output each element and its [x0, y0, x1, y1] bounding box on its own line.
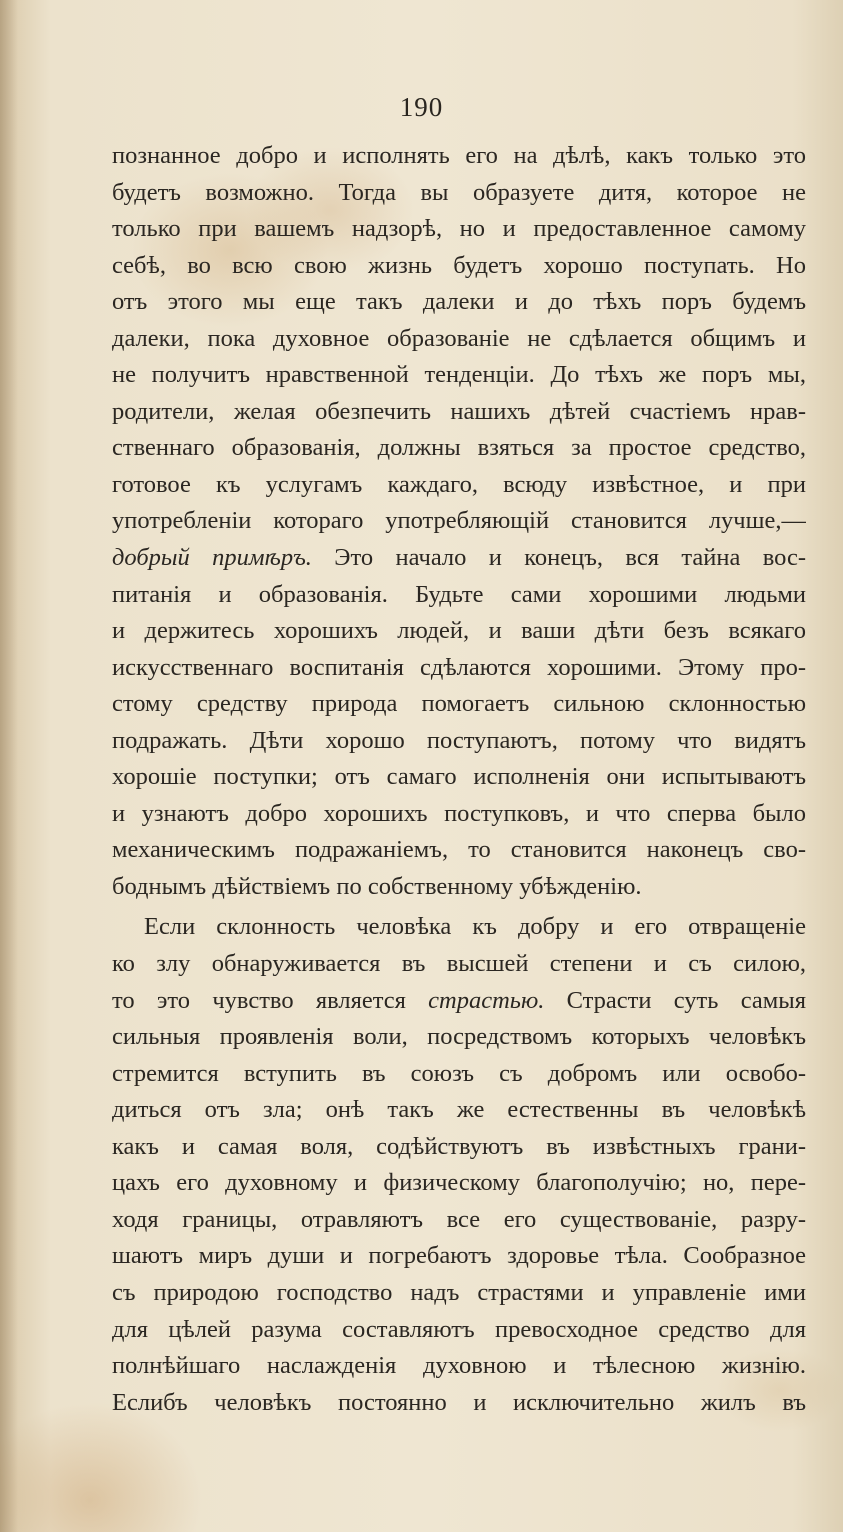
text-line: шаютъ миръ души и погребаютъ здоровье тѣла. Сообразное — [112, 1242, 806, 1270]
text-span: Это начало и конецъ, вся тайна вос- — [311, 544, 806, 572]
text-line: ко злу обнаруживается въ высшей степени и съ силою, — [112, 950, 806, 978]
text-line: искусственнаго воспитанія сдѣлаются хорошими. Этому про- — [112, 653, 806, 681]
text-line: стремится вступить въ союзъ съ добромъ или освобо- — [112, 1059, 806, 1087]
text-line: Еслибъ человѣкъ постоянно и исключительно жилъ въ — [112, 1388, 806, 1416]
text-line: и узнаютъ добро хорошихъ поступковъ, и что сперва было — [112, 799, 806, 827]
text-line: для цѣлей разума составляютъ превосходное средство для — [112, 1315, 806, 1343]
body-text — [112, 138, 806, 1421]
page-number: 190 — [399, 92, 444, 122]
text-line: родители, желая обезпечить нашихъ дѣтей счастіемъ нрав- — [112, 397, 806, 425]
paragraph-1 — [112, 138, 806, 905]
text-line: механическимъ подражаніемъ, то становится наконецъ сво- — [112, 836, 806, 864]
text-span: Страсти суть самыя — [544, 986, 806, 1014]
text-line: отъ этого мы еще такъ далеки и до тѣхъ поръ будемъ — [112, 288, 806, 316]
italic-word-passion: страстью. — [428, 986, 545, 1014]
text-line: и держитесь хорошихъ людей, и ваши дѣти безъ всякаго — [112, 617, 806, 645]
text-line: ходя границы, отравляютъ все его существованіе, разру- — [112, 1205, 806, 1233]
text-line: далеки, пока духовное образованіе не сдѣлается общимъ и — [112, 324, 806, 352]
text-line: сильныя проявленія воли, посредствомъ которыхъ человѣкъ — [112, 1023, 806, 1051]
text-line: боднымъ дѣйствіемъ по собственному убѣжденію. — [112, 872, 642, 900]
text-line: подражать. Дѣти хорошо поступаютъ, потому что видятъ — [112, 726, 806, 754]
paragraph-2 — [112, 909, 806, 1421]
text-line: только при вашемъ надзорѣ, но и предоставленное самому — [112, 215, 806, 243]
page-gutter-shadow — [0, 0, 18, 1532]
italic-phrase-good-example: добрый примѣръ. — [112, 544, 312, 572]
text-line: стому средству природа помогаетъ сильною склонностью — [112, 690, 806, 718]
text-line: ственнаго образованія, должны взяться за простое средство, — [112, 434, 806, 462]
text-span: то это чувство является — [112, 986, 429, 1014]
text-line: полнѣйшаго наслажденія духовною и тѣлесною жизнію. — [112, 1352, 806, 1380]
text-line: себѣ, во всю свою жизнь будетъ хорошо поступать. Но — [112, 251, 806, 279]
text-line — [112, 540, 806, 577]
text-line: Если склонность человѣка къ добру и его отвращеніе — [144, 913, 806, 941]
text-line: диться отъ зла; онѣ такъ же естественны въ человѣкѣ — [112, 1096, 806, 1124]
text-line: хорошіе поступки; отъ самаго исполненія они испытываютъ — [112, 763, 806, 791]
text-line — [112, 983, 806, 1020]
text-line: готовое къ услугамъ каждаго, всюду извѣстное, и при — [112, 470, 806, 498]
text-line: цахъ его духовному и физическому благополучію; но, пере- — [112, 1169, 806, 1197]
text-line: съ природою господство надъ страстями и управленіе ими — [112, 1278, 806, 1306]
text-line: не получитъ нравственной тенденціи. До тѣхъ же поръ мы, — [112, 361, 806, 389]
text-line: будетъ возможно. Тогда вы образуете дитя, которое не — [112, 178, 806, 206]
text-line: питанія и образованія. Будьте сами хорошими людьми — [112, 580, 806, 608]
text-line: какъ и самая воля, содѣйствуютъ въ извѣстныхъ грани- — [112, 1132, 806, 1160]
text-line: познанное добро и исполнять его на дѣлѣ, какъ только это — [112, 142, 806, 169]
text-line: употребленіи котораго употребляющій становится лучше,— — [112, 507, 806, 535]
